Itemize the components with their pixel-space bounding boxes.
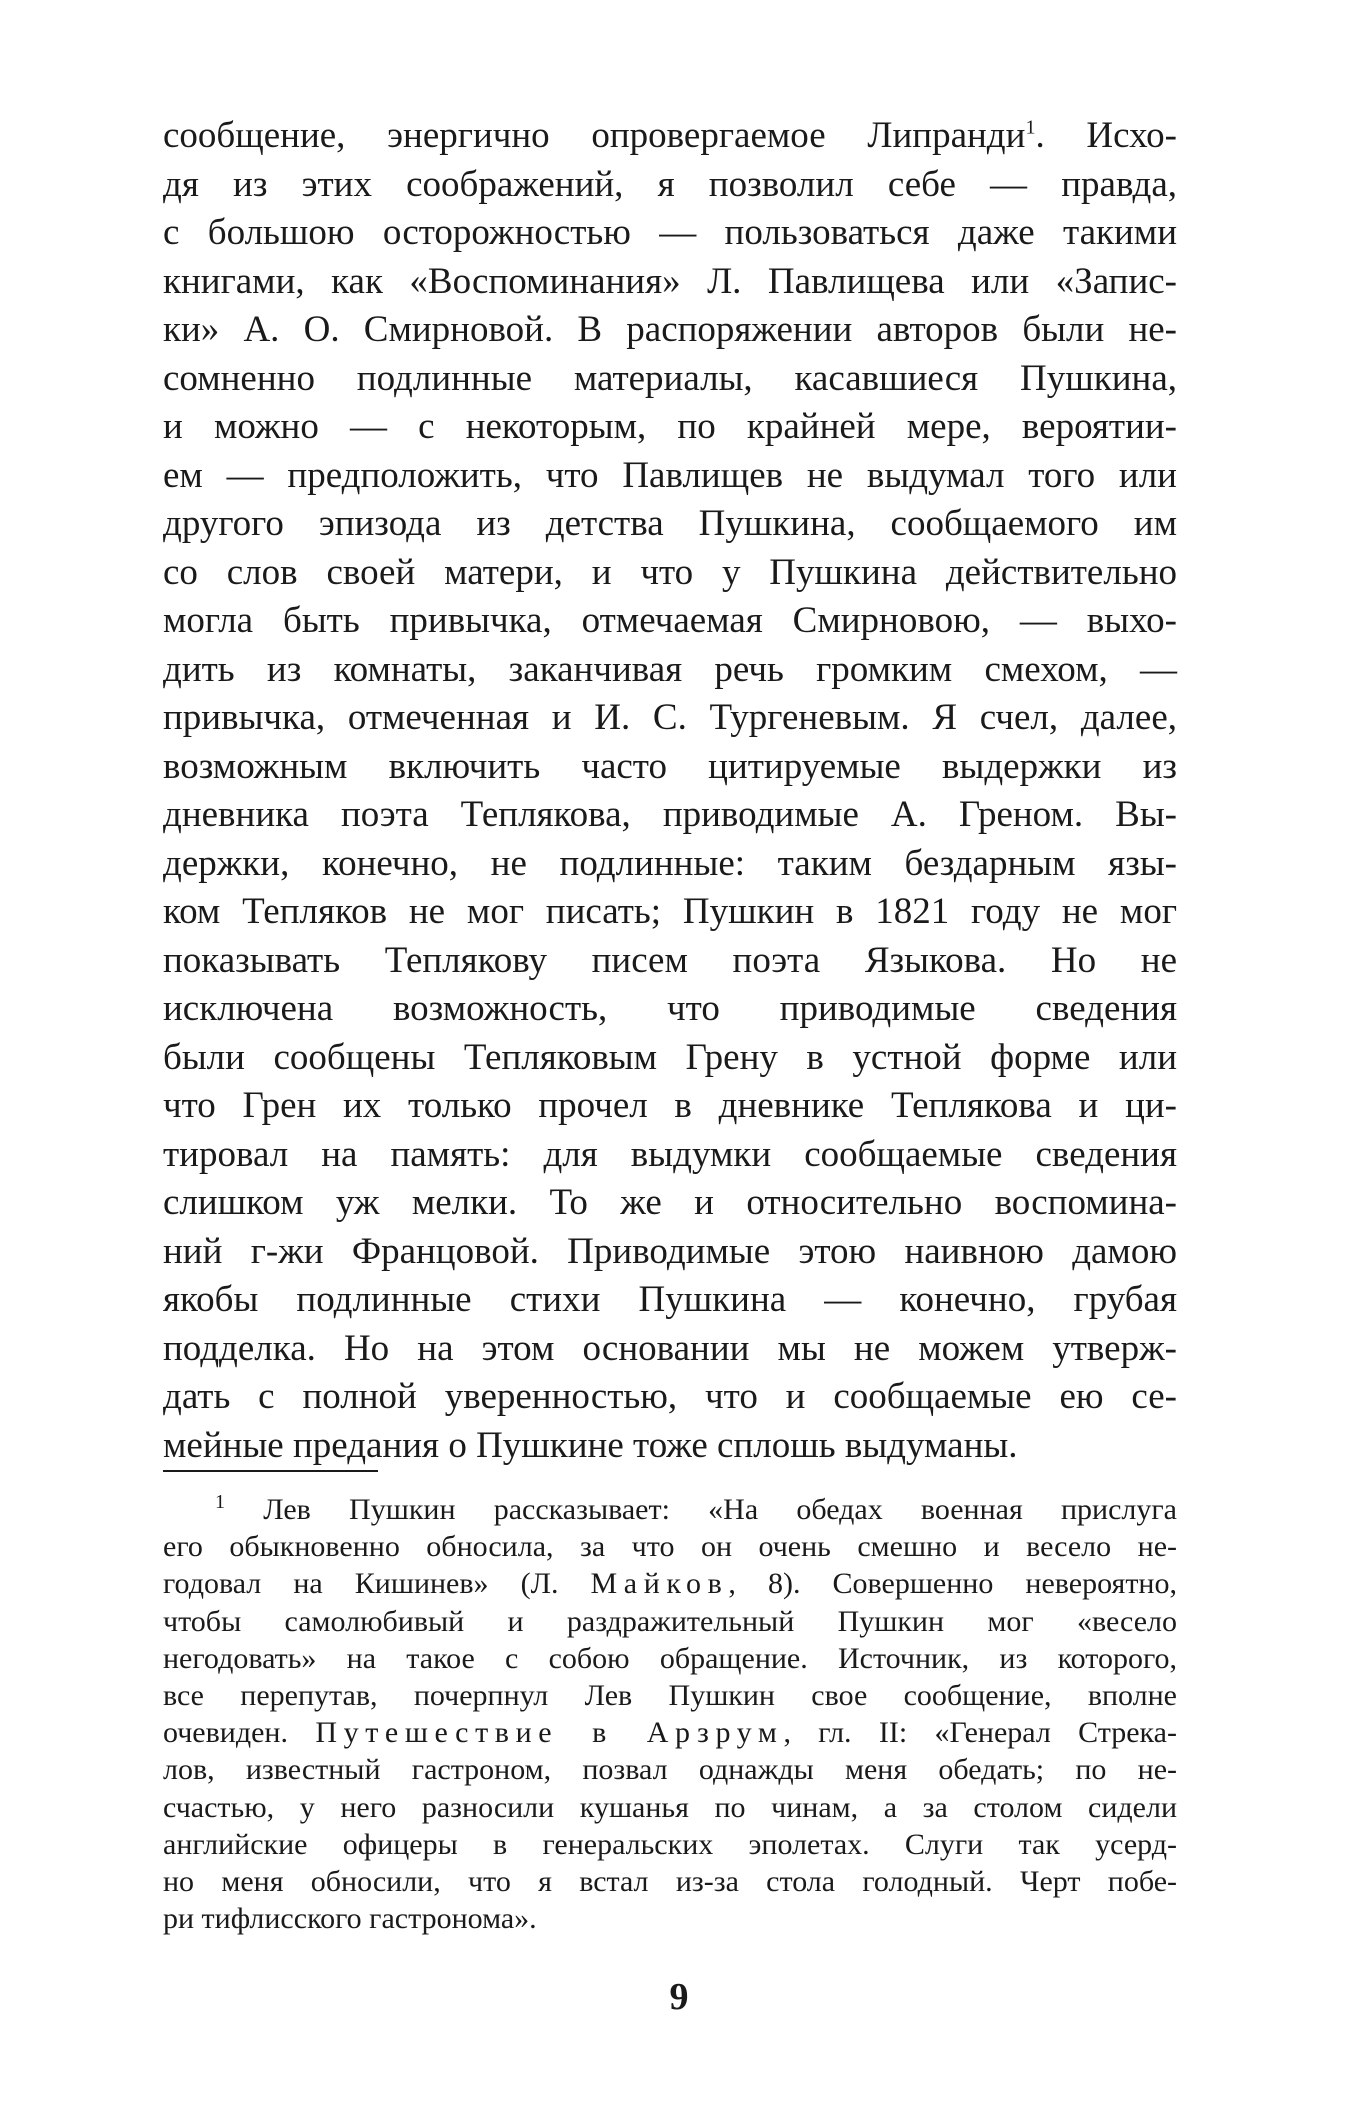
footnote-segment: , гл. II: «Генерал Стрека- bbox=[783, 1716, 1177, 1750]
spaced-text: Путешествие в Арзрум bbox=[315, 1716, 784, 1750]
footnote-separator bbox=[163, 1470, 378, 1472]
text-segment: исключена возможность, что приводимые сведения bbox=[163, 988, 1177, 1029]
text-segment: ки» А. О. Смирновой. В распоряжении авторов были не- bbox=[163, 309, 1177, 350]
text-segment: другого эпизода из детства Пушкина, сообщаемого им bbox=[163, 503, 1177, 544]
spaced-text: Майков bbox=[590, 1567, 729, 1601]
footnote-segment: все перепутав, почерпнул Лев Пушкин свое сообщение, вполне bbox=[163, 1678, 1177, 1712]
text-line bbox=[163, 112, 1177, 161]
footnote-line bbox=[163, 1863, 1177, 1900]
footnote-line bbox=[163, 1603, 1177, 1640]
text-segment: дневника поэта Теплякова, приводимые А. Греном. Вы- bbox=[163, 794, 1177, 835]
text-line bbox=[163, 694, 1177, 743]
text-line bbox=[163, 161, 1177, 210]
text-segment: слишком уж мелки. То же и относительно воспомина- bbox=[163, 1182, 1177, 1223]
footnote-segment: ри тифлисского гастронома». bbox=[163, 1902, 537, 1936]
footnote-segment: негодовать» на такое с собою обращение. Источник, из которого, bbox=[163, 1641, 1177, 1675]
footnote-line bbox=[163, 1900, 1177, 1937]
text-line bbox=[163, 1373, 1177, 1422]
text-line bbox=[163, 985, 1177, 1034]
footnote-segment: годовал на Кишинев» (Л. bbox=[163, 1567, 591, 1601]
text-line bbox=[163, 743, 1177, 792]
text-line bbox=[163, 1228, 1177, 1277]
footnote-line bbox=[163, 1528, 1177, 1565]
footnote-segment: его обыкновенно обносила, за что он очень смешно и весело не- bbox=[163, 1530, 1177, 1564]
footnote-segment: счастью, у него разносили кушанья по чинам, а за столом сидели bbox=[163, 1790, 1177, 1824]
text-segment: мейные предания о Пушкине тоже сплошь выдуманы. bbox=[163, 1424, 1018, 1466]
text-line bbox=[163, 937, 1177, 986]
text-segment: с большою осторожностью — пользоваться даже такими bbox=[163, 212, 1177, 253]
text-segment: дить из комнаты, заканчивая речь громким смехом, — bbox=[163, 648, 1177, 690]
footnote-line bbox=[163, 1751, 1177, 1788]
footnote-segment: Лев Пушкин рассказывает: «На обедах военная прислуга bbox=[263, 1493, 1178, 1526]
text-segment: тировал на память: для выдумки сообщаемые сведения bbox=[163, 1133, 1177, 1175]
footnote-segment: очевиден. bbox=[163, 1716, 316, 1750]
footnote-segment: английские офицеры в генеральских эполетах. Слуги так усерд- bbox=[163, 1827, 1177, 1861]
text-line bbox=[163, 500, 1177, 549]
text-segment: подделка. Но на этом основании мы не можем утверж- bbox=[163, 1327, 1177, 1369]
text-line bbox=[163, 1131, 1177, 1180]
text-line bbox=[163, 1276, 1177, 1325]
text-line bbox=[163, 209, 1177, 258]
text-line bbox=[163, 840, 1177, 889]
footnote-line bbox=[163, 1677, 1177, 1714]
text-segment: ний г-жи Францовой. Приводимые этою наивною дамою bbox=[163, 1230, 1177, 1272]
text-line bbox=[163, 888, 1177, 937]
text-segment: дать с полной уверенностью, что и сообщаемые ею се- bbox=[163, 1376, 1177, 1417]
text-line bbox=[163, 403, 1177, 452]
footnote-line bbox=[163, 1714, 1177, 1751]
text-segment: сообщение, энергично опровергаемое Липранди bbox=[163, 115, 1026, 156]
text-segment: могла быть привычка, отмечаемая Смирновою, — выхо- bbox=[163, 600, 1177, 641]
text-line bbox=[163, 597, 1177, 646]
text-line bbox=[163, 1082, 1177, 1131]
footnote-line bbox=[163, 1491, 1177, 1528]
text-line bbox=[163, 549, 1177, 598]
footnote-ref: 1 bbox=[1025, 116, 1036, 139]
page-number: 9 bbox=[669, 1976, 689, 2018]
footnote-segment: но меня обносили, что я встал из-за стола голодный. Черт побе- bbox=[163, 1864, 1177, 1898]
footnote-segment: , 8). Совершенно невероятно, bbox=[728, 1567, 1177, 1601]
footnote-marker: 1 bbox=[215, 1491, 225, 1513]
footnote bbox=[163, 1491, 1177, 1937]
footnote-line bbox=[163, 1789, 1177, 1826]
text-segment: дя из этих соображений, я позволил себе — правда, bbox=[163, 163, 1177, 205]
text-segment: ком Тепляков не мог писать; Пушкин в 1821 году не мог bbox=[163, 891, 1177, 932]
text-segment: привычка, отмеченная и И. С. Тургеневым. Я счел, далее, bbox=[163, 697, 1177, 738]
text-line bbox=[163, 791, 1177, 840]
text-line bbox=[163, 355, 1177, 404]
main-text bbox=[163, 112, 1177, 1470]
text-line bbox=[163, 258, 1177, 307]
text-line bbox=[163, 1034, 1177, 1083]
text-line bbox=[163, 1422, 1177, 1471]
footnote-segment: лов, известный гастроном, позвал однажды меня обедать; по не- bbox=[163, 1753, 1177, 1787]
text-segment: якобы подлинные стихи Пушкина — конечно, грубая bbox=[163, 1279, 1177, 1320]
text-segment: были сообщены Тепляковым Грену в устной форме или bbox=[163, 1036, 1177, 1078]
text-line bbox=[163, 1325, 1177, 1374]
text-segment: и можно — с некоторым, по крайней мере, вероятии- bbox=[163, 406, 1177, 447]
text-segment: возможным включить часто цитируемые выдержки из bbox=[163, 745, 1177, 787]
text-segment: книгами, как «Воспоминания» Л. Павлищева или «Запис- bbox=[163, 260, 1177, 302]
text-segment: держки, конечно, не подлинные: таким бездарным язы- bbox=[163, 842, 1177, 884]
text-segment: что Грен их только прочел в дневнике Теплякова и ци- bbox=[163, 1085, 1177, 1126]
footnote-line bbox=[163, 1565, 1177, 1602]
text-segment: сомненно подлинные материалы, касавшиеся Пушкина, bbox=[163, 357, 1177, 399]
text-line bbox=[163, 452, 1177, 501]
text-line bbox=[163, 306, 1177, 355]
text-segment: . Исхо- bbox=[1035, 115, 1177, 156]
text-segment: ем — предположить, что Павлищев не выдумал того или bbox=[163, 454, 1177, 496]
footnote-segment: чтобы самолюбивый и раздражительный Пушкин мог «весело bbox=[163, 1604, 1177, 1638]
text-line bbox=[163, 646, 1177, 695]
text-segment: показывать Теплякову писем поэта Языкова. Но не bbox=[163, 939, 1177, 981]
text-segment: со слов своей матери, и что у Пушкина действительно bbox=[163, 551, 1177, 593]
footnote-line bbox=[163, 1826, 1177, 1863]
text-line bbox=[163, 1179, 1177, 1228]
footnote-line bbox=[163, 1640, 1177, 1677]
